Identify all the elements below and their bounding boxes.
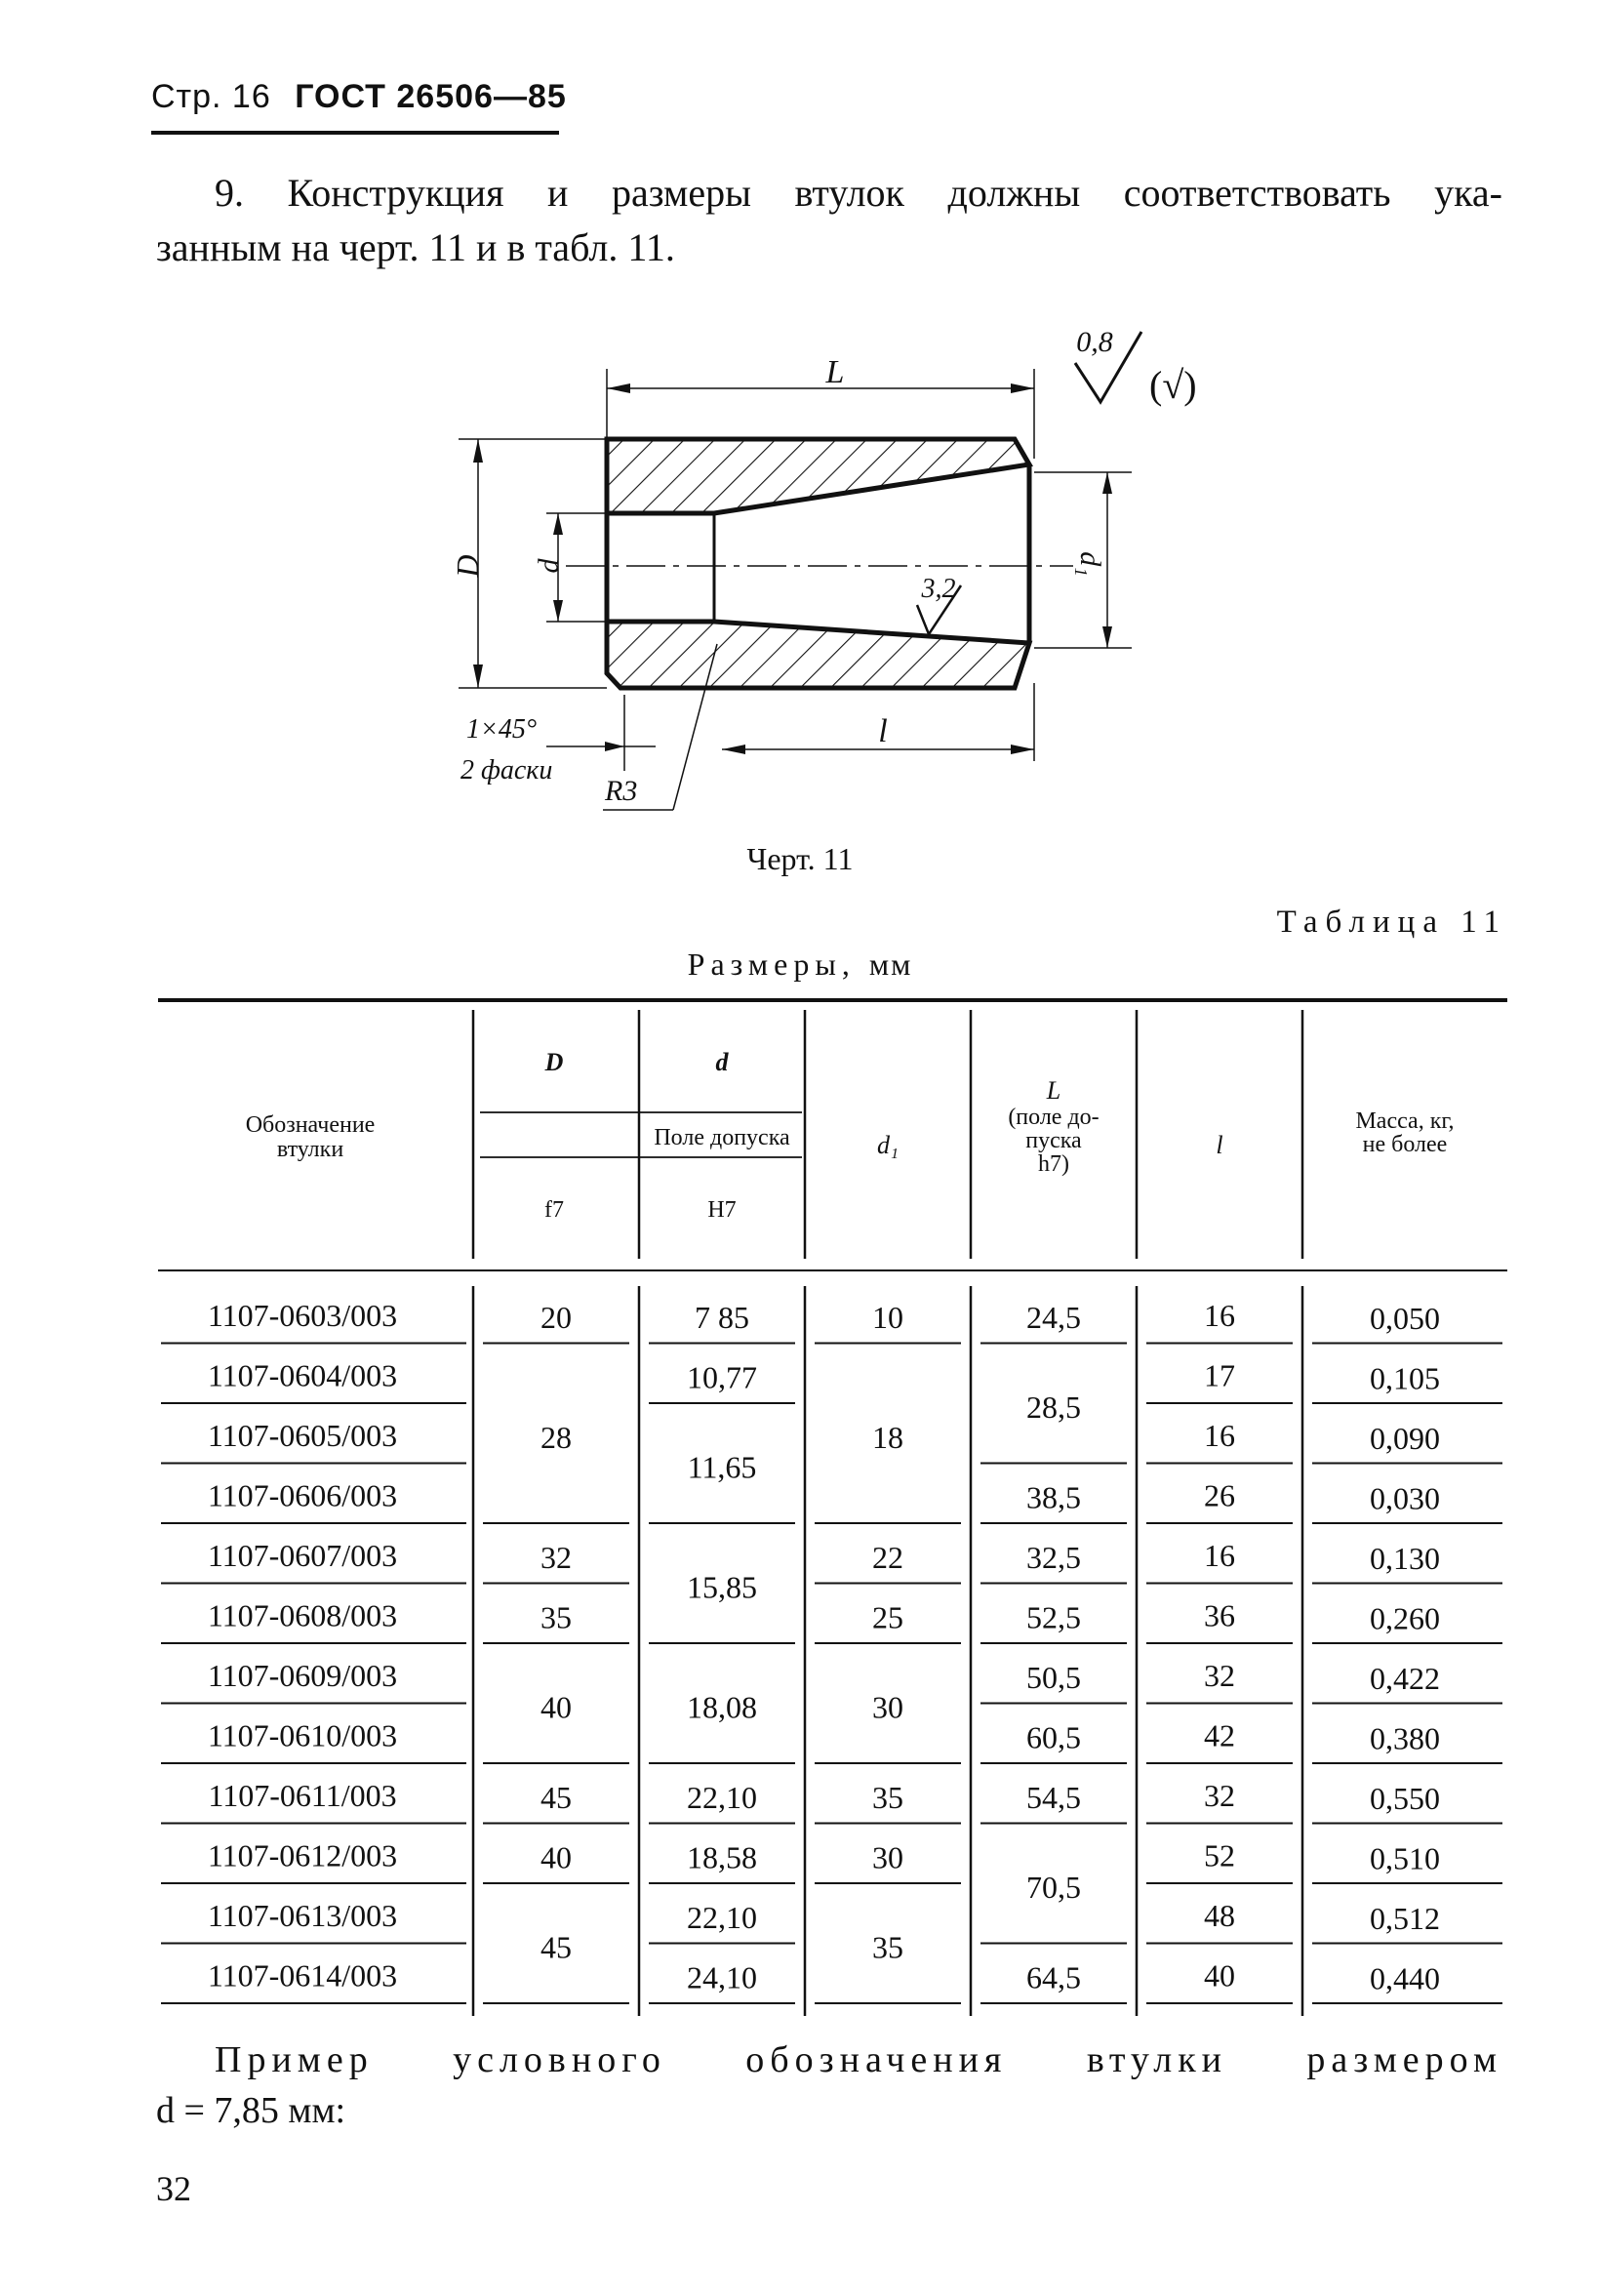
roughness-main-value: 0,8 [1076,326,1113,358]
mass-cell: 0,440 [1370,1960,1440,1996]
header-L-note: h7) [1038,1151,1069,1177]
D-cell: 45 [540,1929,572,1965]
header-d1: d₁ [876,1131,900,1159]
mass-cell: 0,550 [1370,1781,1440,1816]
designation-cell: 1107-0609/003 [207,1658,398,1693]
designation-cell: 1107-0607/003 [207,1538,398,1573]
dim-L-label: L [825,354,845,390]
header-tol-H7: H7 [707,1197,737,1223]
designation-cell: 1107-0613/003 [207,1898,398,1933]
D-cell: 40 [540,1839,572,1875]
d-cell: 7 85 [695,1299,749,1335]
designation-cell: 1107-0614/003 [207,1957,398,1994]
mass-cell: 0,380 [1370,1720,1440,1756]
intro-line-1: 9. Конструкция и размеры втулок должны соответствовать ука- [215,171,1502,215]
header-L-note: (поле до- [1008,1105,1100,1130]
l-cell: 16 [1204,1538,1235,1573]
header-d: d [715,1048,729,1076]
L-cell: 38,5 [1026,1479,1081,1515]
page-number: 32 [156,2169,191,2208]
roughness-bracket: (√) [1149,363,1197,407]
intro-line-2: занным на черт. 11 и в табл. 11. [156,225,675,269]
designation-cell: 1107-0605/003 [207,1418,398,1453]
header-standard: ГОСТ 26506—85 [295,78,567,115]
mass-cell: 0,050 [1370,1301,1440,1336]
D-cell: 45 [540,1779,572,1815]
dim-d-label: d [533,558,565,574]
l-cell: 32 [1204,1778,1235,1813]
designation-cell: 1107-0612/003 [207,1837,398,1873]
dim-l-label: l [878,713,888,749]
designation-cell: 1107-0604/003 [207,1357,398,1393]
header-tol-f7: f7 [544,1197,564,1223]
d1-cell: 35 [872,1779,903,1815]
header-page-ref: Стр. 16 [151,78,271,115]
sizes-label-text: Размеры, [687,947,856,982]
designation-cell: 1107-0608/003 [207,1597,398,1633]
L-cell: 64,5 [1026,1959,1081,1995]
header-l: l [1216,1131,1223,1159]
d1-cell: 30 [872,1689,903,1725]
table-label: Таблица 11 [1276,905,1507,940]
D-cell: 20 [540,1299,572,1335]
roughness-bore-value: 3,2 [921,574,956,604]
d1-cell: 25 [872,1599,903,1635]
l-cell: 48 [1204,1898,1235,1933]
mass-cell: 0,422 [1370,1661,1440,1696]
l-cell: 16 [1204,1418,1235,1453]
sizes-unit: мм [868,947,913,982]
L-cell: 32,5 [1026,1539,1081,1575]
header-L: L [1046,1076,1061,1105]
d1-cell: 18 [872,1419,903,1455]
radius-label: R3 [605,775,638,807]
L-cell: 24,5 [1026,1299,1081,1335]
chamfer-count-label: 2 фаски [460,755,553,785]
d-cell: 10,77 [687,1359,757,1395]
l-cell: 40 [1204,1957,1235,1994]
header-D: D [544,1048,564,1076]
D-cell: 32 [540,1539,572,1575]
L-cell: 54,5 [1026,1779,1081,1815]
l-cell: 17 [1204,1357,1235,1393]
mass-cell: 0,090 [1370,1421,1440,1456]
dim-d1-label: d₁ [1074,551,1106,577]
d1-cell: 30 [872,1839,903,1875]
designation-cell: 1107-0606/003 [207,1477,398,1513]
designation-cell: 1107-0611/003 [208,1778,397,1813]
mass-cell: 0,510 [1370,1840,1440,1876]
l-cell: 26 [1204,1477,1235,1513]
l-cell: 42 [1204,1717,1235,1753]
d1-cell: 22 [872,1539,903,1575]
l-cell: 36 [1204,1597,1235,1633]
header-designation: втулки [276,1137,344,1162]
L-cell: 70,5 [1026,1870,1081,1905]
designation-cell: 1107-0610/003 [207,1717,398,1753]
header-mass: не более [1362,1132,1448,1157]
d1-cell: 10 [872,1299,903,1335]
L-cell: 60,5 [1026,1719,1081,1755]
l-cell: 52 [1204,1837,1235,1873]
l-cell: 16 [1204,1298,1235,1333]
example-line-1: Пример условного обозначения втулки размером [215,2039,1502,2080]
l-cell: 32 [1204,1658,1235,1693]
d-cell: 15,85 [687,1569,757,1605]
dim-D-label: D [450,554,485,578]
d-cell: 18,08 [687,1689,757,1725]
L-cell: 50,5 [1026,1659,1081,1695]
mass-cell: 0,130 [1370,1541,1440,1576]
d-cell: 24,10 [687,1959,757,1995]
d1-cell: 35 [872,1929,903,1965]
mass-cell: 0,512 [1370,1901,1440,1936]
header-L-note: пуска [1025,1128,1082,1153]
header-mass: Масса, кг, [1355,1108,1455,1134]
d-cell: 22,10 [687,1899,757,1935]
header-designation: Обозначение [245,1112,376,1138]
d-cell: 22,10 [687,1779,757,1815]
drawing-caption: Черт. 11 [746,841,854,876]
header-tolerance-field: Поле допуска [654,1125,790,1150]
mass-cell: 0,105 [1370,1360,1440,1396]
designation-cell: 1107-0603/003 [207,1298,398,1333]
example-line-2: d = 7,85 мм: [156,2090,346,2131]
example-paragraph [156,2034,1502,2136]
mass-cell: 0,030 [1370,1480,1440,1516]
d-cell: 11,65 [687,1449,757,1485]
D-cell: 35 [540,1599,572,1635]
D-cell: 28 [540,1419,572,1455]
d-cell: 18,58 [687,1839,757,1875]
mass-cell: 0,260 [1370,1600,1440,1636]
chamfer-label: 1×45° [466,714,538,745]
D-cell: 40 [540,1689,572,1725]
L-cell: 52,5 [1026,1599,1081,1635]
L-cell: 28,5 [1026,1390,1081,1425]
